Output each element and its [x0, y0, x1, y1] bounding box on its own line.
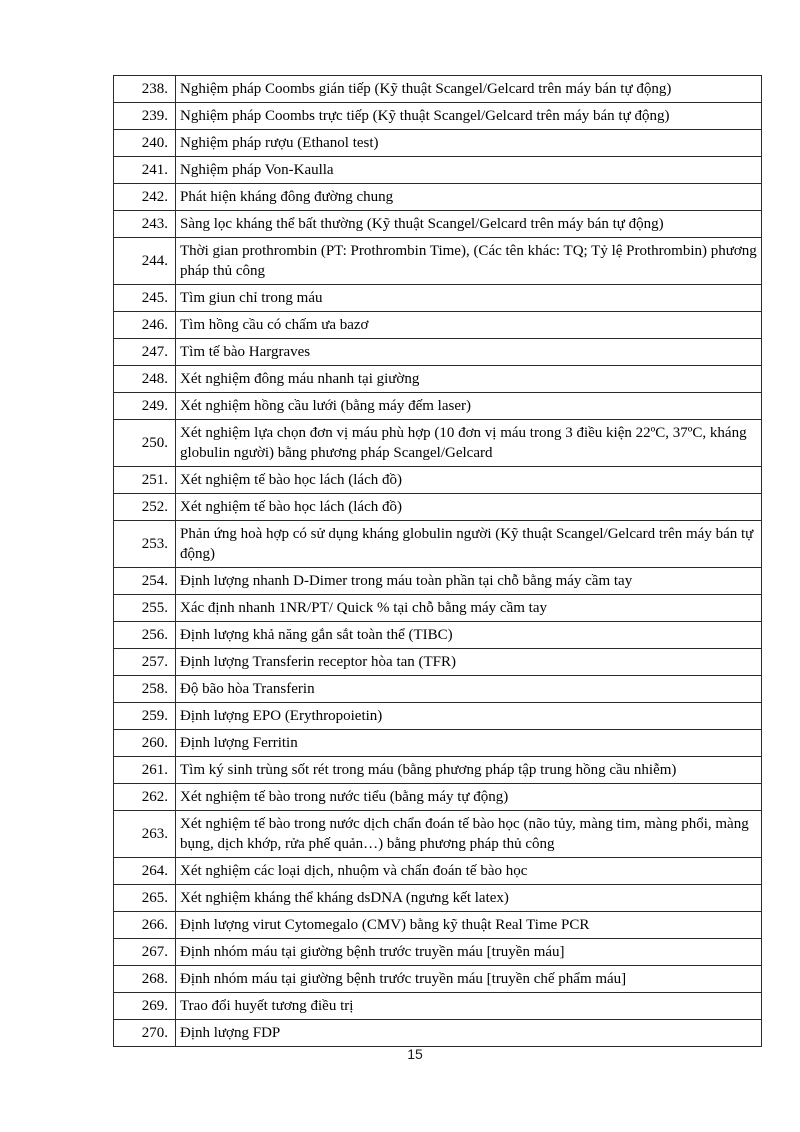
row-number-cell: 240. — [114, 130, 176, 157]
row-text-cell: Tìm giun chỉ trong máu — [176, 285, 762, 312]
row-text-cell: Xét nghiệm tế bào học lách (lách đồ) — [176, 494, 762, 521]
table-row — [114, 339, 762, 366]
row-number-cell: 264. — [114, 858, 176, 885]
row-text-cell: Định nhóm máu tại giường bệnh trước truyền máu [truyền chế phẩm máu] — [176, 966, 762, 993]
table-row — [114, 312, 762, 339]
row-number-cell: 249. — [114, 393, 176, 420]
table-row — [114, 238, 762, 285]
row-number-cell: 266. — [114, 912, 176, 939]
row-number-cell: 250. — [114, 420, 176, 467]
row-text-cell: Định lượng Transferin receptor hòa tan (TFR) — [176, 649, 762, 676]
row-text-cell: Thời gian prothrombin (PT: Prothrombin Time), (Các tên khác: TQ; Tỷ lệ Prothrombin) phương pháp thủ công — [176, 238, 762, 285]
table-row — [114, 912, 762, 939]
table-row — [114, 467, 762, 494]
row-text-cell: Xét nghiệm kháng thể kháng dsDNA (ngưng kết latex) — [176, 885, 762, 912]
row-text-cell: Định nhóm máu tại giường bệnh trước truyền máu [truyền máu] — [176, 939, 762, 966]
table-row — [114, 595, 762, 622]
table-row — [114, 622, 762, 649]
table-row — [114, 649, 762, 676]
table-row — [114, 885, 762, 912]
row-text-cell: Phát hiện kháng đông đường chung — [176, 184, 762, 211]
row-number-cell: 270. — [114, 1020, 176, 1047]
table-row — [114, 157, 762, 184]
row-text-cell: Định lượng nhanh D-Dimer trong máu toàn phần tại chỗ bằng máy cầm tay — [176, 568, 762, 595]
row-number-cell: 246. — [114, 312, 176, 339]
row-text-cell: Xét nghiệm các loại dịch, nhuộm và chẩn đoán tế bào học — [176, 858, 762, 885]
procedure-list-table — [113, 75, 762, 1047]
row-number-cell: 241. — [114, 157, 176, 184]
row-number-cell: 257. — [114, 649, 176, 676]
row-number-cell: 248. — [114, 366, 176, 393]
row-number-cell: 247. — [114, 339, 176, 366]
table-row — [114, 130, 762, 157]
row-text-cell: Nghiệm pháp Coombs gián tiếp (Kỹ thuật Scangel/Gelcard trên máy bán tự động) — [176, 76, 762, 103]
table-row — [114, 568, 762, 595]
row-number-cell: 261. — [114, 757, 176, 784]
row-number-cell: 253. — [114, 521, 176, 568]
row-text-cell: Nghiệm pháp Coombs trực tiếp (Kỹ thuật Scangel/Gelcard trên máy bán tự động) — [176, 103, 762, 130]
row-text-cell: Nghiệm pháp Von-Kaulla — [176, 157, 762, 184]
row-text-cell: Định lượng khả năng gắn sắt toàn thể (TIBC) — [176, 622, 762, 649]
row-number-cell: 259. — [114, 703, 176, 730]
table-row — [114, 521, 762, 568]
row-number-cell: 268. — [114, 966, 176, 993]
table-row — [114, 184, 762, 211]
table-row — [114, 211, 762, 238]
row-text-cell: Định lượng FDP — [176, 1020, 762, 1047]
row-number-cell: 255. — [114, 595, 176, 622]
table-row — [114, 103, 762, 130]
row-number-cell: 265. — [114, 885, 176, 912]
table-row — [114, 494, 762, 521]
row-text-cell: Xét nghiệm hồng cầu lưới (bằng máy đếm laser) — [176, 393, 762, 420]
page-number: 15 — [407, 1046, 423, 1062]
row-text-cell: Sàng lọc kháng thể bất thường (Kỹ thuật Scangel/Gelcard trên máy bán tự động) — [176, 211, 762, 238]
table-row — [114, 811, 762, 858]
table-row — [114, 676, 762, 703]
table-row — [114, 730, 762, 757]
row-number-cell: 252. — [114, 494, 176, 521]
row-text-cell: Phản ứng hoà hợp có sử dụng kháng globulin người (Kỹ thuật Scangel/Gelcard trên máy bán tự động) — [176, 521, 762, 568]
row-text-cell: Định lượng virut Cytomegalo (CMV) bằng kỹ thuật Real Time PCR — [176, 912, 762, 939]
row-text-cell: Tìm hồng cầu có chấm ưa bazơ — [176, 312, 762, 339]
table-row — [114, 703, 762, 730]
row-number-cell: 243. — [114, 211, 176, 238]
table-row — [114, 993, 762, 1020]
row-number-cell: 239. — [114, 103, 176, 130]
row-number-cell: 242. — [114, 184, 176, 211]
procedure-list-body — [114, 76, 762, 1047]
row-text-cell: Xét nghiệm tế bào trong nước dịch chẩn đoán tế bào học (não tủy, màng tim, màng phổi, màng bụng, dịch khớp, rửa phế quản…) bằng phương pháp thủ công — [176, 811, 762, 858]
row-number-cell: 254. — [114, 568, 176, 595]
table-row — [114, 784, 762, 811]
row-number-cell: 251. — [114, 467, 176, 494]
row-number-cell: 263. — [114, 811, 176, 858]
row-text-cell: Độ bão hòa Transferin — [176, 676, 762, 703]
row-text-cell: Xét nghiệm tế bào học lách (lách đồ) — [176, 467, 762, 494]
table-row — [114, 393, 762, 420]
table-row — [114, 966, 762, 993]
table-row — [114, 420, 762, 467]
row-number-cell: 267. — [114, 939, 176, 966]
row-text-cell: Định lượng EPO (Erythropoietin) — [176, 703, 762, 730]
row-number-cell: 262. — [114, 784, 176, 811]
row-text-cell: Tìm tế bào Hargraves — [176, 339, 762, 366]
row-text-cell: Xác định nhanh 1NR/PT/ Quick % tại chỗ bằng máy cầm tay — [176, 595, 762, 622]
row-number-cell: 269. — [114, 993, 176, 1020]
row-text-cell: Tìm ký sinh trùng sốt rét trong máu (bằng phương pháp tập trung hồng cầu nhiễm) — [176, 757, 762, 784]
row-number-cell: 238. — [114, 76, 176, 103]
row-text-cell: Định lượng Ferritin — [176, 730, 762, 757]
row-number-cell: 245. — [114, 285, 176, 312]
row-number-cell: 260. — [114, 730, 176, 757]
row-text-cell: Nghiệm pháp rượu (Ethanol test) — [176, 130, 762, 157]
table-row — [114, 366, 762, 393]
row-text-cell: Xét nghiệm lựa chọn đơn vị máu phù hợp (10 đơn vị máu trong 3 điều kiện 22ºC, 37ºC, kháng globulin người) bằng phương pháp Scangel/Gelcard — [176, 420, 762, 467]
table-row — [114, 76, 762, 103]
table-row — [114, 757, 762, 784]
row-text-cell: Xét nghiệm đông máu nhanh tại giường — [176, 366, 762, 393]
table-row — [114, 285, 762, 312]
row-number-cell: 244. — [114, 238, 176, 285]
row-text-cell: Xét nghiệm tế bào trong nước tiểu (bằng máy tự động) — [176, 784, 762, 811]
row-text-cell: Trao đổi huyết tương điều trị — [176, 993, 762, 1020]
row-number-cell: 258. — [114, 676, 176, 703]
table-row — [114, 939, 762, 966]
row-number-cell: 256. — [114, 622, 176, 649]
table-row — [114, 858, 762, 885]
table-row — [114, 1020, 762, 1047]
